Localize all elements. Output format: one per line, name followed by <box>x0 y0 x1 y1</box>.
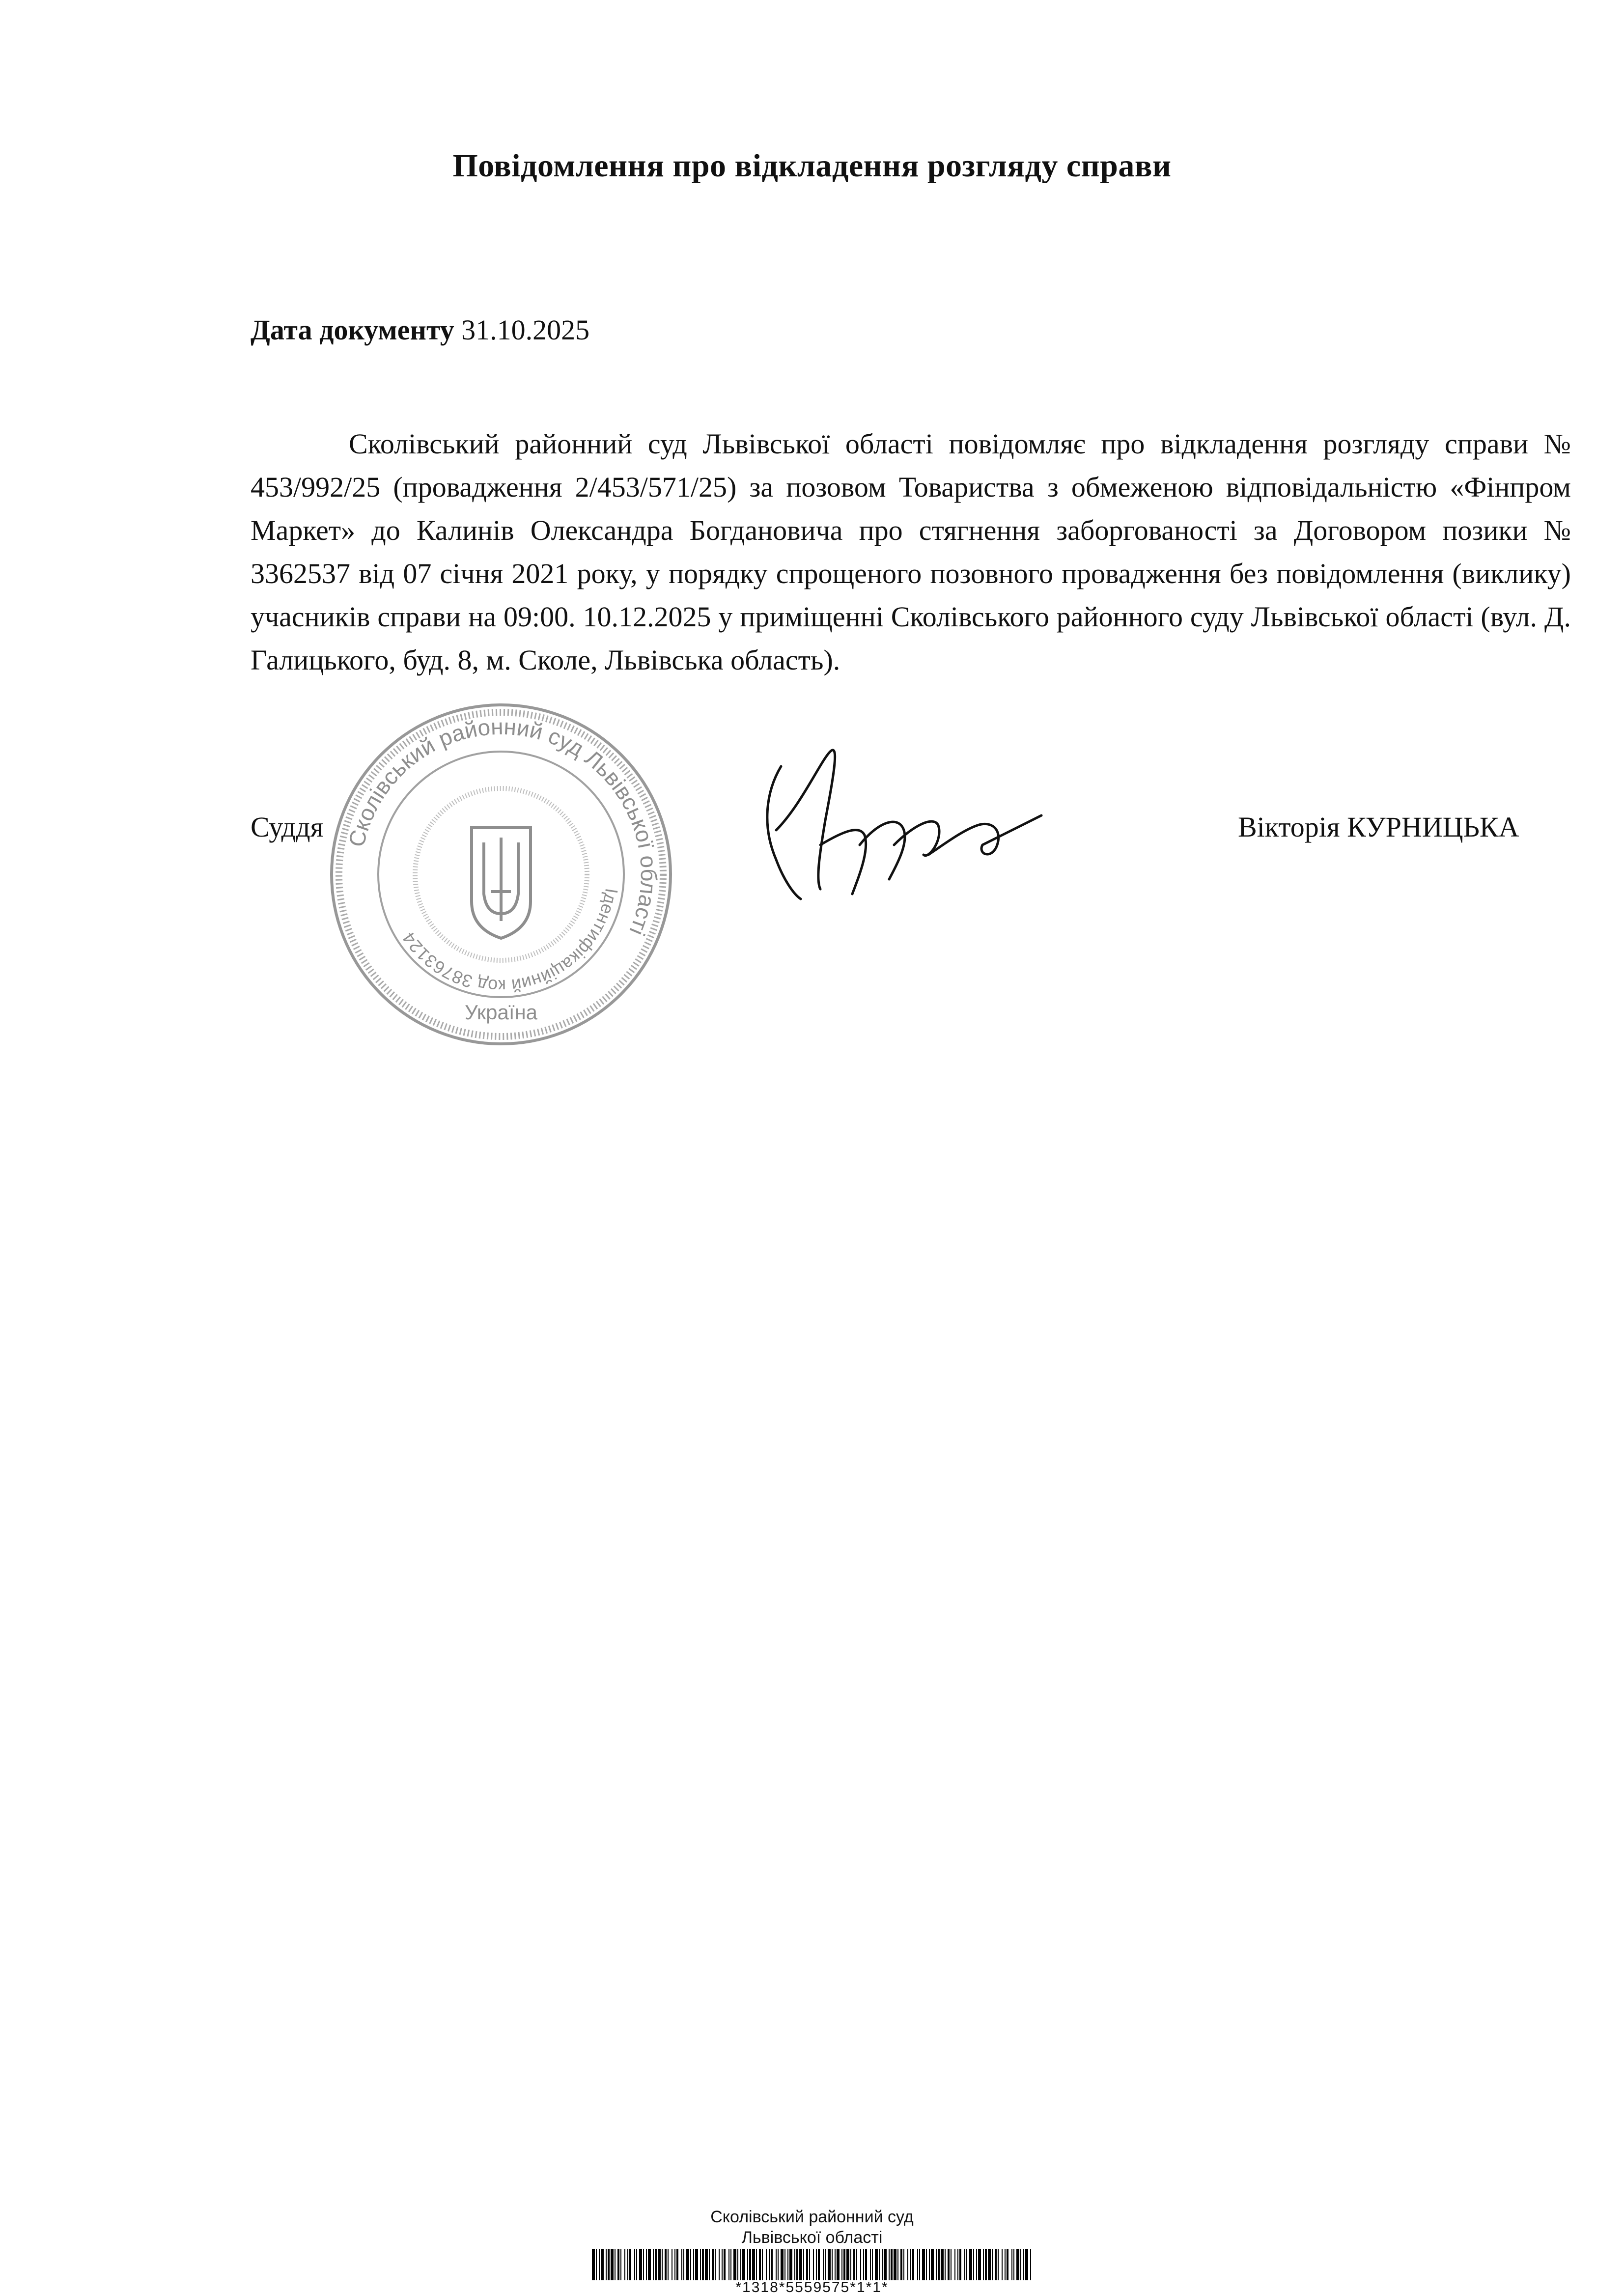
body-text: Сколівський районний суд Львівської області повідомляє про відкладення розгляду справи № 453/992/25 (провадження 2/453/571/25) за позовом Товариства з обмеженою відповідальністю «Фінпром Маркет» до Калинів Олександра Богдановича про стягнення заборгованості за Договором позики № 3362537 від 07 січня 2021 року, у порядку спрощеного позовного провадження без повідомлення (виклику) учасників справи на 09:00. 10.12.2025 у приміщенні Сколівського районного суду Львівської області (вул. Д. Галицького, буд. 8, м. Сколе, Львівська область). <box>251 428 1571 676</box>
judge-name: Вікторія КУРНИЦЬКА <box>1238 811 1519 843</box>
barcode-bar <box>816 2249 817 2280</box>
barcode-bar <box>803 2249 804 2280</box>
barcode-bar <box>724 2249 726 2280</box>
barcode-bar <box>938 2249 940 2280</box>
barcode-bar <box>936 2249 937 2280</box>
barcode-bar <box>825 2249 826 2280</box>
barcode-bar <box>676 2249 678 2280</box>
footer-court-line2: Львівської області <box>741 2228 883 2247</box>
barcode-bar <box>1007 2249 1008 2280</box>
barcode-bar <box>653 2249 654 2280</box>
barcode-bar <box>683 2249 684 2280</box>
barcode-bar <box>919 2249 920 2280</box>
barcode-bar <box>1005 2249 1006 2280</box>
signature <box>747 732 1051 909</box>
barcode-bar <box>856 2249 857 2280</box>
barcode-bar <box>872 2249 873 2280</box>
barcode-bar <box>850 2249 851 2280</box>
barcode-bar <box>740 2249 741 2280</box>
barcode-bar <box>608 2249 610 2280</box>
barcode-bar <box>695 2249 698 2280</box>
barcode-bar <box>749 2249 751 2280</box>
barcode-bar <box>668 2249 669 2280</box>
barcode-bar <box>931 2249 934 2280</box>
barcode-bar <box>627 2249 628 2280</box>
barcode-bar <box>737 2249 738 2280</box>
barcode-bar <box>897 2249 898 2280</box>
barcode-bar <box>778 2249 779 2280</box>
barcode-bar <box>998 2249 999 2280</box>
document-date <box>251 313 589 346</box>
barcode-bar <box>794 2249 795 2280</box>
barcode-bar <box>742 2249 745 2280</box>
barcode-bar <box>643 2249 644 2280</box>
barcode-bar <box>629 2249 631 2280</box>
barcode-bar <box>884 2249 887 2280</box>
barcode-bar <box>969 2249 972 2280</box>
coat-of-arms-icon <box>472 828 531 938</box>
barcode-bar <box>985 2249 987 2280</box>
barcode-bar <box>719 2249 720 2280</box>
barcode-bar <box>957 2249 958 2280</box>
barcode-bar <box>611 2249 614 2280</box>
barcode-bar <box>926 2249 927 2280</box>
barcode-bar <box>712 2249 714 2280</box>
barcode-bar <box>983 2249 984 2280</box>
barcode-bar <box>784 2249 785 2280</box>
barcode-bar <box>787 2249 788 2280</box>
barcode-bar <box>964 2249 965 2280</box>
barcode-bar <box>596 2249 597 2280</box>
barcode-bar <box>617 2249 619 2280</box>
barcode-bar <box>945 2249 946 2280</box>
barcode-bar <box>799 2249 802 2280</box>
barcode <box>592 2249 1034 2280</box>
official-stamp <box>324 698 678 1051</box>
barcode-bar <box>860 2249 861 2280</box>
barcode-text: *1318*5559575*1*1* <box>735 2279 889 2296</box>
barcode-bar <box>992 2249 993 2280</box>
barcode-bar <box>686 2249 689 2280</box>
barcode-bar <box>846 2249 849 2280</box>
stamp-inner-text: Ідентифікаційний код 38763124 <box>398 887 622 997</box>
stamp-country: Україна <box>464 1001 538 1024</box>
barcode-bar <box>781 2249 784 2280</box>
barcode-bar <box>722 2249 723 2280</box>
barcode-bar <box>929 2249 930 2280</box>
barcode-bar <box>978 2249 981 2280</box>
barcode-bar <box>891 2249 893 2280</box>
barcode-bar <box>973 2249 974 2280</box>
barcode-bar <box>910 2249 911 2280</box>
barcode-bar <box>903 2249 904 2280</box>
barcode-bar <box>917 2249 918 2280</box>
barcode-bar <box>615 2249 616 2280</box>
barcode-bar <box>863 2249 864 2280</box>
barcode-bar <box>662 2249 663 2280</box>
barcode-bar <box>756 2249 757 2280</box>
barcode-bar <box>700 2249 701 2280</box>
barcode-bar <box>655 2249 657 2280</box>
barcode-bar <box>894 2249 896 2280</box>
barcode-bar <box>900 2249 902 2280</box>
barcode-bar <box>665 2249 667 2280</box>
judge-label: Суддя <box>251 811 324 843</box>
barcode-bar <box>620 2249 621 2280</box>
barcode-bar <box>922 2249 925 2280</box>
barcode-bar <box>988 2249 991 2280</box>
footer-court-line1: Сколівський районний суд <box>710 2208 914 2226</box>
barcode-bar <box>813 2249 814 2280</box>
barcode-bar <box>693 2249 694 2280</box>
barcode-bar <box>912 2249 914 2280</box>
barcode-bar <box>870 2249 871 2280</box>
barcode-bar <box>1016 2249 1019 2280</box>
barcode-bar <box>766 2249 767 2280</box>
barcode-bar <box>1025 2249 1028 2280</box>
barcode-bar <box>728 2249 729 2280</box>
barcode-bar <box>1002 2249 1003 2280</box>
barcode-bar <box>759 2249 761 2280</box>
barcode-bar <box>809 2249 810 2280</box>
barcode-bar <box>796 2249 798 2280</box>
barcode-bar <box>889 2249 890 2280</box>
barcode-bar <box>976 2249 977 2280</box>
barcode-bar <box>1020 2249 1021 2280</box>
barcode-bar <box>715 2249 716 2280</box>
barcode-bar <box>1013 2249 1014 2280</box>
barcode-bar <box>648 2249 651 2280</box>
barcode-bar <box>769 2249 770 2280</box>
barcode-bar <box>882 2249 883 2280</box>
barcode-bar <box>875 2249 878 2280</box>
barcode-bar <box>1030 2249 1031 2280</box>
barcode-bar <box>674 2249 675 2280</box>
barcode-bar <box>709 2249 710 2280</box>
page-title: Повідомлення про відкладення розгляду справи <box>452 148 1172 184</box>
barcode-bar <box>865 2249 867 2280</box>
document-date-value: 31.10.2025 <box>461 314 590 346</box>
barcode-bar <box>599 2249 600 2280</box>
barcode-bar <box>995 2249 997 2280</box>
barcode-bar <box>730 2249 731 2280</box>
barcode-bar <box>634 2249 635 2280</box>
barcode-bar <box>639 2249 642 2280</box>
barcode-bar <box>941 2249 944 2280</box>
body-paragraph <box>251 422 1571 682</box>
barcode-bar <box>835 2249 836 2280</box>
svg-text:Ідентифікаційний код 38763124 <box>398 887 622 996</box>
barcode-bar <box>959 2249 961 2280</box>
barcode-bar <box>951 2249 952 2280</box>
barcode-bar <box>636 2249 637 2280</box>
barcode-bar <box>837 2249 840 2280</box>
barcode-bar <box>681 2249 682 2280</box>
barcode-bar <box>818 2249 820 2280</box>
barcode-bar <box>601 2249 604 2280</box>
barcode-bar <box>776 2249 777 2280</box>
document-date-label: Дата документу <box>251 314 454 346</box>
barcode-bar <box>592 2249 595 2280</box>
barcode-bar <box>771 2249 773 2280</box>
barcode-bar <box>948 2249 950 2280</box>
barcode-bar <box>841 2249 842 2280</box>
barcode-bar <box>606 2249 607 2280</box>
barcode-bar <box>853 2249 855 2280</box>
barcode-bar <box>879 2249 880 2280</box>
barcode-bar <box>1023 2249 1024 2280</box>
barcode-bar <box>747 2249 748 2280</box>
barcode-bar <box>733 2249 736 2280</box>
barcode-bar <box>843 2249 845 2280</box>
barcode-bar <box>789 2249 792 2280</box>
barcode-bar <box>828 2249 831 2280</box>
barcode-bar <box>832 2249 833 2280</box>
barcode-bar <box>658 2249 661 2280</box>
barcode-bar <box>752 2249 755 2280</box>
barcode-bar <box>823 2249 824 2280</box>
barcode-bar <box>705 2249 708 2280</box>
barcode-bar <box>954 2249 955 2280</box>
barcode-bar <box>966 2249 967 2280</box>
stamp-outer-text: Сколівський районний суд Львівської області <box>343 713 662 940</box>
barcode-bar <box>624 2249 625 2280</box>
barcode-bar <box>1011 2249 1012 2280</box>
barcode-bar <box>907 2249 908 2280</box>
barcode-bar <box>806 2249 808 2280</box>
barcode-bar <box>762 2249 763 2280</box>
barcode-bar <box>646 2249 647 2280</box>
barcode-bar <box>690 2249 691 2280</box>
barcode-bar <box>702 2249 704 2280</box>
